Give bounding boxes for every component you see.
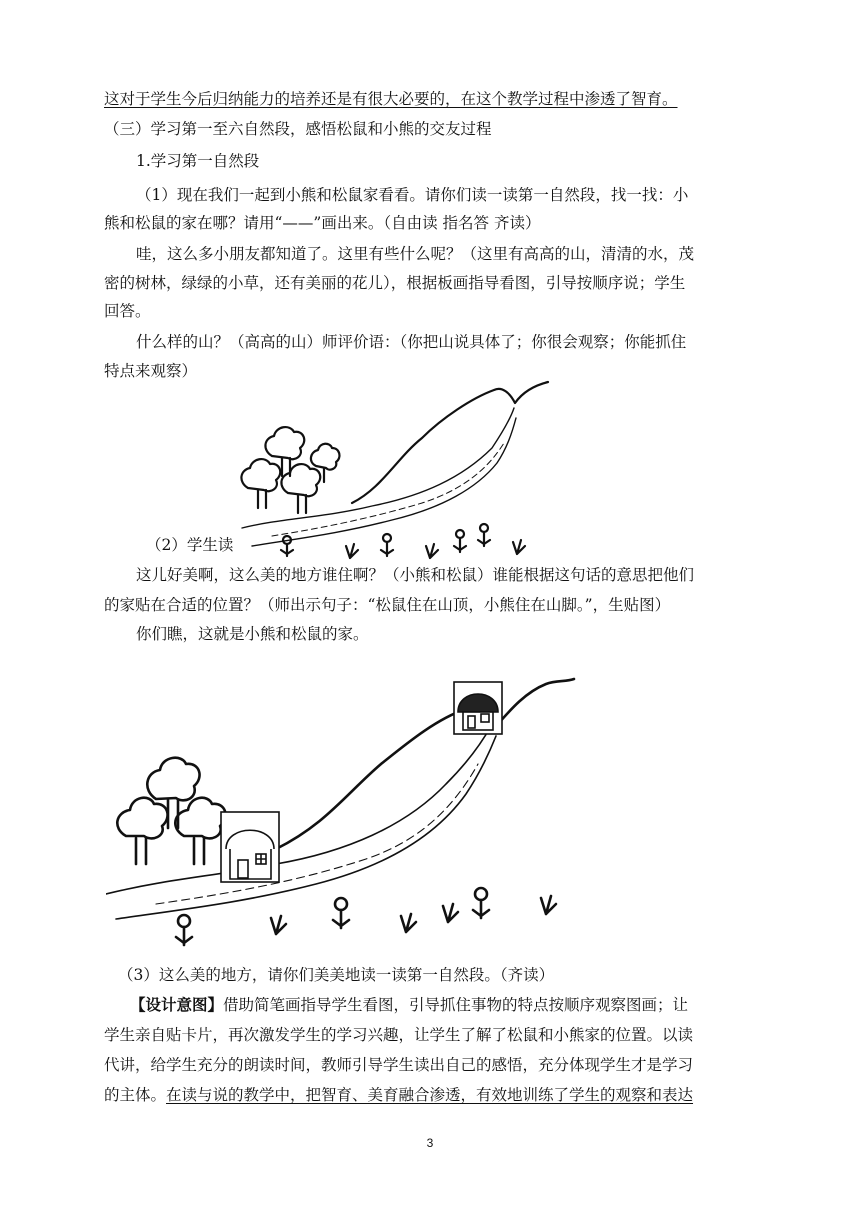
text-line: 学生亲自贴卡片，再次激发学生的学习兴趣，让学生了解了松鼠和小熊家的位置。以读 bbox=[104, 1026, 694, 1044]
underlined-span: 在读与说的教学中，把智育、美育融合渗透，有效地训练了学生的观察和表达 bbox=[166, 1086, 694, 1104]
text-line: 哇，这么多小朋友都知道了。这里有些什么呢？（这里有高高的山，清清的水，茂 bbox=[136, 245, 695, 263]
text-line: （1）现在我们一起到小熊和松鼠家看看。请你们读一读第一自然段，找一找：小 bbox=[136, 186, 689, 204]
mountain-drawing-2 bbox=[106, 664, 586, 964]
text-line bbox=[130, 994, 688, 1016]
text-line: （2）学生读 bbox=[146, 536, 234, 554]
subsection-heading: 1.学习第一自然段 bbox=[136, 152, 260, 170]
bear-house-picture bbox=[221, 812, 279, 882]
text-line: 熊和松鼠的家在哪？请用“——”画出来。（自由读 指名答 齐读） bbox=[104, 214, 541, 232]
text-line: 代讲，给学生充分的朗读时间，教师引导学生读出自己的感悟，充分体现学生才是学习 bbox=[104, 1056, 694, 1074]
page-number: 3 bbox=[426, 1136, 434, 1150]
text-line: 密的树林，绿绿的小草，还有美丽的花儿），根据板画指导看图，引导按顺序说；学生 bbox=[104, 274, 686, 292]
text-line: 的家贴在合适的位置？（师出示句子：“松鼠住在山顶，小熊住在山脚。”，生贴图） bbox=[104, 596, 671, 614]
section-heading: （三）学习第一至六自然段，感悟松鼠和小熊的交友过程 bbox=[104, 120, 492, 138]
text-span: 的主体。 bbox=[104, 1086, 167, 1104]
text-line: 特点来观察） bbox=[104, 362, 198, 380]
mountain-drawing-1 bbox=[232, 378, 552, 568]
text-line: （3）这么美的地方，请你们美美地读一读第一自然段。（齐读） bbox=[118, 966, 555, 984]
text-line: 这对于学生今后归纳能力的培养还是有很大必要的，在这个教学过程中渗透了智育。 bbox=[104, 90, 678, 108]
design-intent-label: 【设计意图】 bbox=[130, 995, 224, 1014]
text-line: 什么样的山？（高高的山）师评价语：（你把山说具体了；你很会观察；你能抓住 bbox=[136, 333, 687, 351]
text-line bbox=[104, 1084, 693, 1106]
text-span: 借助简笔画指导学生看图，引导抓住事物的特点按顺序观察图画；让 bbox=[223, 996, 689, 1014]
text-line: 这儿好美啊，这么美的地方谁住啊？（小熊和松鼠）谁能根据这句话的意思把他们 bbox=[136, 566, 695, 584]
squirrel-house-picture bbox=[454, 682, 502, 734]
text-line: 你们瞧，这就是小熊和松鼠的家。 bbox=[136, 625, 369, 643]
text-line: 回答。 bbox=[104, 302, 151, 320]
